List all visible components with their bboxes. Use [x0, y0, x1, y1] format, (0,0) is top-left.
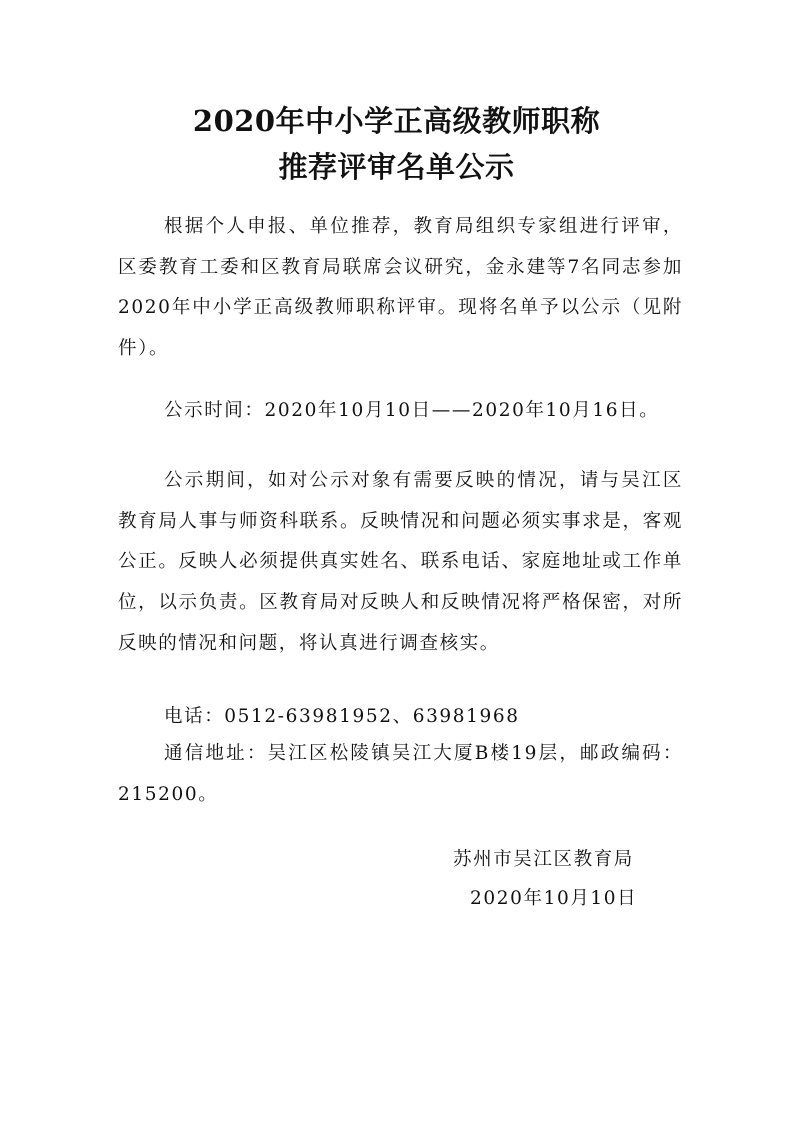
phone-line: 电话：0512-63981952、63981968 — [164, 706, 520, 727]
page-title-line-1: 2020年中小学正高级教师职称 — [192, 104, 601, 138]
intro-paragraph: 根据个人申报、单位推荐，教育局组织专家组进行评审，区委教育工委和区教育局联席会议研究，金永建等7名同志参加2020年中小学正高级教师职称评审。现将名单予以公示（见附件）。 — [118, 216, 683, 360]
signature-date: 2020年10月10日 — [470, 888, 638, 909]
page-title-line-2: 推荐评审名单公示 — [278, 150, 515, 184]
address-paragraph: 通信地址：吴江区松陵镇吴江大厦B楼19层，邮政编码：215200。 — [118, 743, 683, 805]
publicity-period-paragraph: 公示时间：2020年10月10日——2020年10月16日。 — [164, 400, 660, 421]
feedback-paragraph: 公示期间，如对公示对象有需要反映的情况，请与吴江区教育局人事与师资科联系。反映情况和问题必须实事求是，客观公正。反映人必须提供真实姓名、联系电话、家庭地址或工作单位，以示负责。区教育局对反映人和反映情况将严格保密，对所反映的情况和问题，将认真进行调查核实。 — [118, 470, 683, 654]
signature-organization: 苏州市吴江区教育局 — [453, 849, 634, 870]
